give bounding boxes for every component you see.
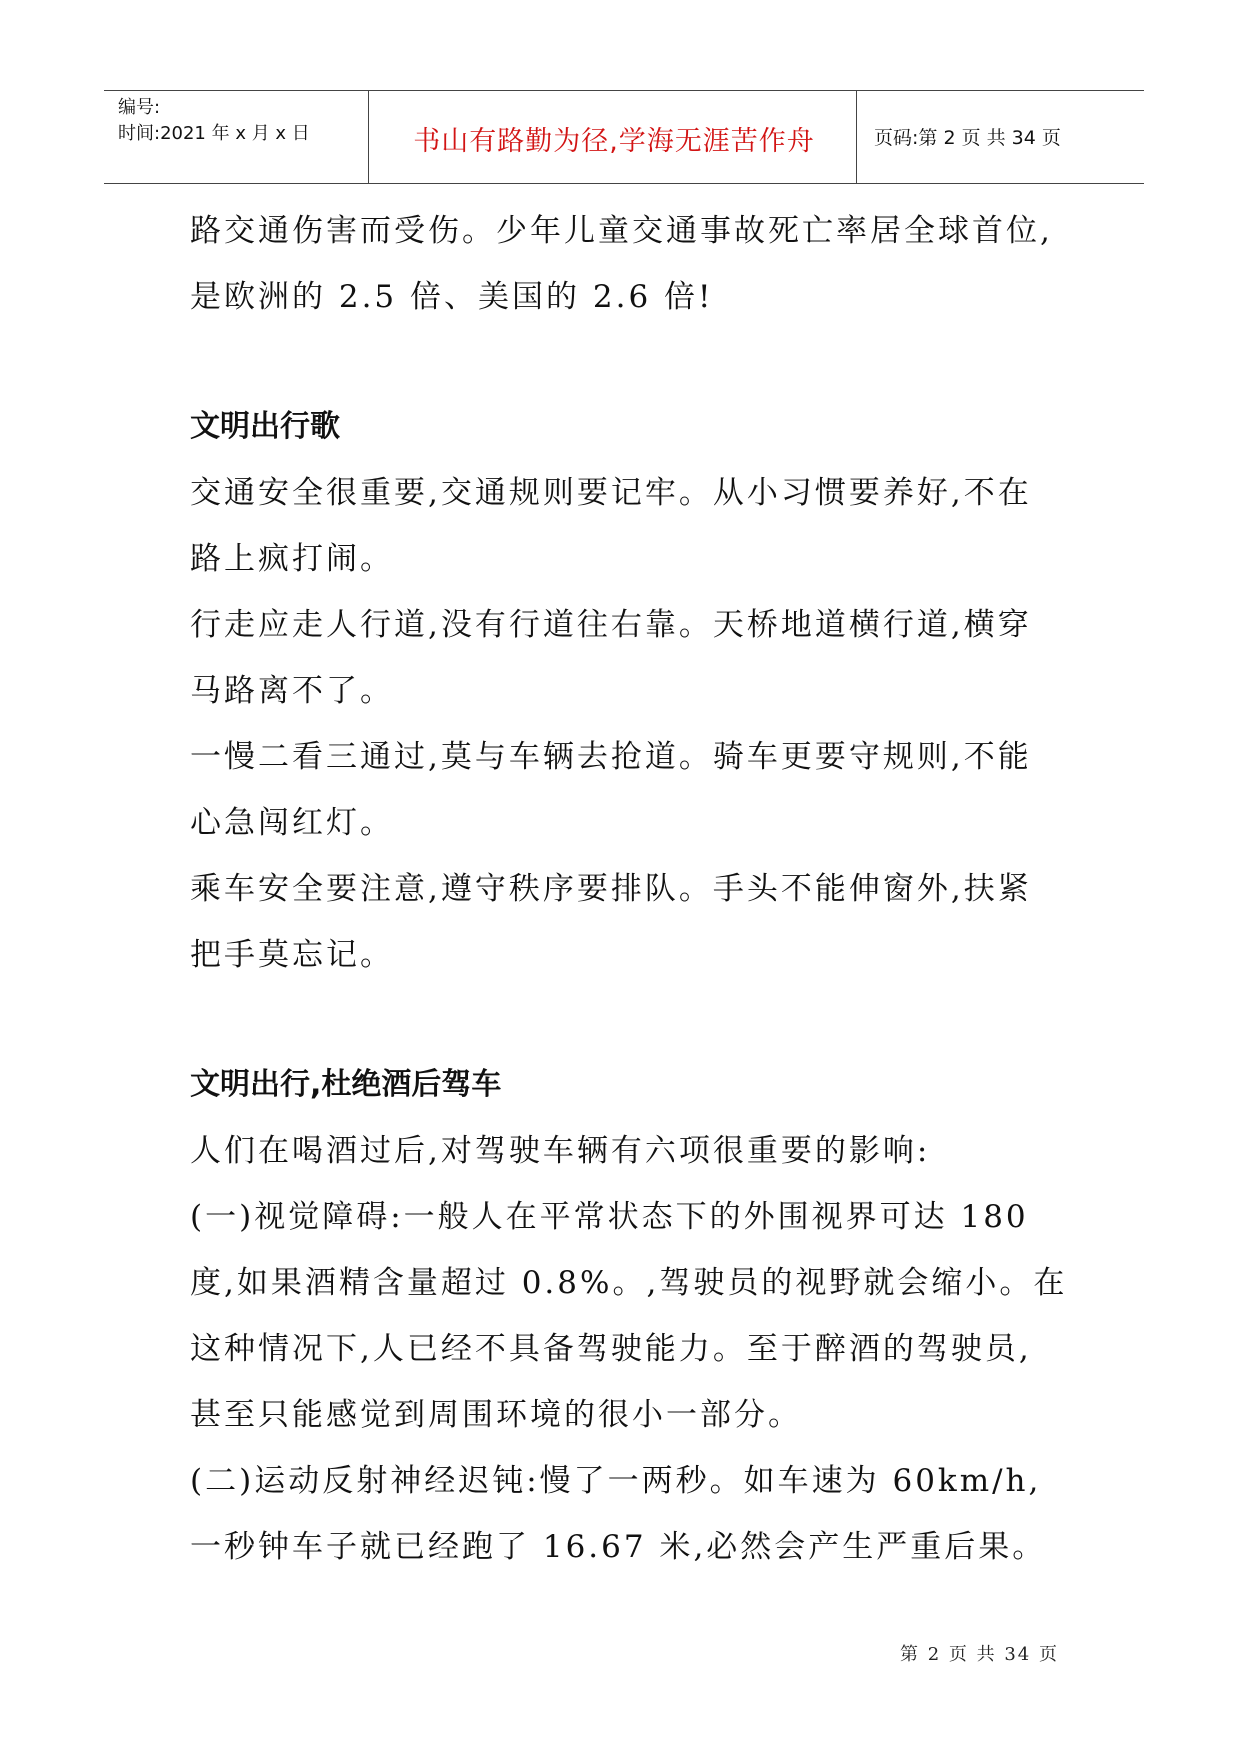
time-label: 时间:2021 年 x 月 x 日 (118, 123, 310, 144)
body-line: 行走应走人行道,没有行道往右靠。天桥地道横行道,横穿 (190, 607, 1032, 643)
body-line: 一秒钟车子就已经跑了 16.67 米,必然会产生严重后果。 (190, 1529, 1047, 1565)
header-motto: 书山有路勤为径,学海无涯苦作舟 (413, 126, 815, 157)
body-line: 是欧洲的 2.5 倍、美国的 2.6 倍! (190, 279, 714, 315)
section-heading: 文明出行歌 (190, 409, 340, 444)
body-line: (二)运动反射神经迟钝:慢了一两秒。如车速为 60km/h, (190, 1463, 1042, 1499)
body-line: 度,如果酒精含量超过 0.8%。,驾驶员的视野就会缩小。在 (190, 1265, 1068, 1301)
body-line: 马路离不了。 (190, 673, 394, 709)
body-line: 乘车安全要注意,遵守秩序要排队。手头不能伸窗外,扶紧 (190, 871, 1032, 907)
body-line: (一)视觉障碍:一般人在平常状态下的外围视界可达 180 (190, 1199, 1029, 1235)
body-line: 路上疯打闹。 (190, 541, 394, 577)
header-page-info: 页码:第 2 页 共 34 页 (874, 127, 1061, 149)
header-meta (118, 95, 310, 147)
body-line: 甚至只能感觉到周围环境的很小一部分。 (190, 1397, 802, 1433)
document-body (190, 198, 1080, 1580)
page-footer: 第 2 页 共 34 页 (900, 1644, 1059, 1665)
body-line: 路交通伤害而受伤。少年儿童交通事故死亡率居全球首位, (190, 213, 1053, 249)
body-line: 把手莫忘记。 (190, 937, 394, 973)
section-heading: 文明出行,杜绝酒后驾车 (190, 1067, 502, 1102)
body-line: 心急闯红灯。 (190, 805, 394, 841)
header-divider (856, 91, 857, 183)
number-label: 编号: (118, 97, 161, 118)
body-line: 这种情况下,人已经不具备驾驶能力。至于醉酒的驾驶员, (190, 1331, 1032, 1367)
header-divider (368, 91, 369, 183)
body-line: 一慢二看三通过,莫与车辆去抢道。骑车更要守规则,不能 (190, 739, 1032, 775)
body-line: 人们在喝酒过后,对驾驶车辆有六项很重要的影响: (190, 1133, 931, 1169)
page-header (104, 90, 1144, 184)
body-line: 交通安全很重要,交通规则要记牢。从小习惯要养好,不在 (190, 475, 1032, 511)
